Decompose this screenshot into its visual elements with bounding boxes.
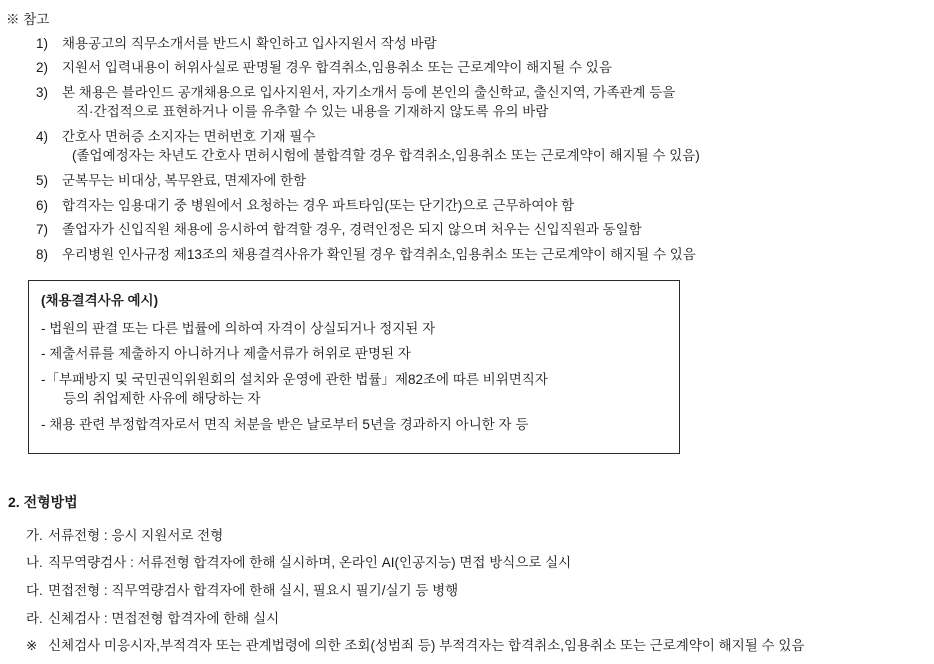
disqualification-line-text: - 채용 관련 부정합격자로서 면직 처분을 받은 날로부터 5년을 경과하지 아니한 자 등: [41, 417, 529, 432]
disqualification-line-text: - 제출서류를 제출하지 아니하거나 제출서류가 허위로 판명된 자: [41, 346, 411, 362]
note-line: 간호사 면허증 소지자는 면허번호 기재 필수: [62, 128, 316, 144]
note-line-continued: 직·간접적으로 표현하거나 이를 유추할 수 있는 내용을 기재하지 않도록 유의 바람: [76, 104, 549, 120]
list-item: [0, 34, 934, 54]
disqualification-box-title: (채용결격사유 예시): [41, 293, 159, 309]
list-item: [0, 58, 934, 78]
note-text: [62, 83, 934, 122]
note-line: 본 채용은 블라인드 공개채용으로 입사지원서, 자기소개서 등에 본인의 출신학교, 출신지역, 가족관계 등을: [62, 84, 676, 100]
item-marker: 나.: [26, 555, 43, 571]
note-text: [62, 220, 934, 240]
disqualification-line: [41, 319, 667, 339]
note-number: 5): [36, 172, 49, 188]
item-text: 신체검사 : 면접전형 합격자에 한해 실시: [48, 610, 280, 626]
list-item: [0, 196, 934, 216]
note-text: [62, 245, 934, 265]
note-marker-icon: ※: [26, 638, 38, 654]
list-item: [8, 609, 934, 629]
note-number: 7): [36, 222, 49, 238]
list-item: [0, 171, 934, 191]
disqualification-box: [28, 280, 680, 453]
note-line: 지원서 입력내용이 허위사실로 판명될 경우 합격취소,임용취소 또는 근로계약이 해지될 수 있음: [62, 60, 612, 76]
note-text: [62, 58, 934, 78]
note-number: 2): [36, 60, 49, 76]
disqualification-line: [41, 370, 667, 409]
disqualification-line: [41, 344, 667, 364]
note-line: 채용공고의 직무소개서를 반드시 확인하고 입사지원서 작성 바람: [62, 35, 437, 51]
disqualification-line: [41, 415, 667, 435]
document-page: [0, 10, 934, 664]
note-line: 군복무는 비대상, 복무완료, 면제자에 한함: [62, 172, 307, 188]
note-number: 6): [36, 197, 49, 213]
section-title: 2. 전형방법: [8, 493, 78, 510]
list-item: [8, 526, 934, 546]
item-marker: 라.: [26, 610, 43, 626]
list-item: [0, 83, 934, 122]
item-marker: 가.: [26, 527, 43, 543]
notes-list: [0, 34, 934, 265]
item-text: 서류전형 : 응시 지원서로 전형: [48, 527, 224, 543]
note-line: 졸업자가 신입직원 채용에 응시하여 합격할 경우, 경력인정은 되지 않으며 처우는 신입직원과 동일함: [62, 222, 642, 238]
disqualification-line-text: - 법원의 판결 또는 다른 법률에 의하여 자격이 상실되거나 정지된 자: [41, 320, 436, 336]
list-item: [0, 127, 934, 166]
list-item: [8, 553, 934, 573]
note-number: 4): [36, 128, 49, 144]
list-item: [8, 581, 934, 601]
section-note: [8, 636, 934, 656]
note-line: 우리병원 인사규정 제13조의 채용결격사유가 확인될 경우 합격취소,임용취소 또는 근로계약이 해지될 수 있음: [62, 246, 696, 262]
note-text: [62, 171, 934, 191]
note-text: [62, 196, 934, 216]
disqualification-line-text: -「부패방지 및 국민권익위원회의 설치와 운영에 관한 법률」제82조에 따른 비위면직자: [41, 371, 548, 387]
section-note-text: 신체검사 미응시자,부적격자 또는 관계법령에 의한 조회(성범죄 등) 부적격자는 합격취소,임용취소 또는 근로계약이 해지될 수 있음: [48, 638, 805, 654]
list-item: [0, 220, 934, 240]
note-number: 3): [36, 84, 49, 100]
note-line-continued: (졸업예정자는 차년도 간호사 면허시험에 불합격할 경우 합격취소,임용취소 또는 근로계약이 해지될 수 있음): [72, 148, 700, 164]
note-line: 합격자는 임용대기 중 병원에서 요청하는 경우 파트타임(또는 단기간)으로 근무하여야 함: [62, 197, 575, 213]
note-text: [62, 127, 934, 166]
item-text: 면접전형 : 직무역량검사 합격자에 한해 실시, 필요시 필기/실기 등 병행: [48, 582, 459, 598]
item-marker: 다.: [26, 582, 43, 598]
disqualification-line-subtext: 등의 취업제한 사유에 해당하는 자: [63, 391, 261, 407]
section-selection-method: [8, 492, 934, 656]
note-number: 8): [36, 246, 49, 262]
list-item: [0, 245, 934, 265]
notes-header: ※ 참고: [6, 12, 50, 27]
note-text: [62, 34, 934, 54]
note-number: 1): [36, 35, 49, 51]
item-text: 직무역량검사 : 서류전형 합격자에 한해 실시하며, 온라인 AI(인공지능) 면접 방식으로 실시: [48, 555, 572, 571]
